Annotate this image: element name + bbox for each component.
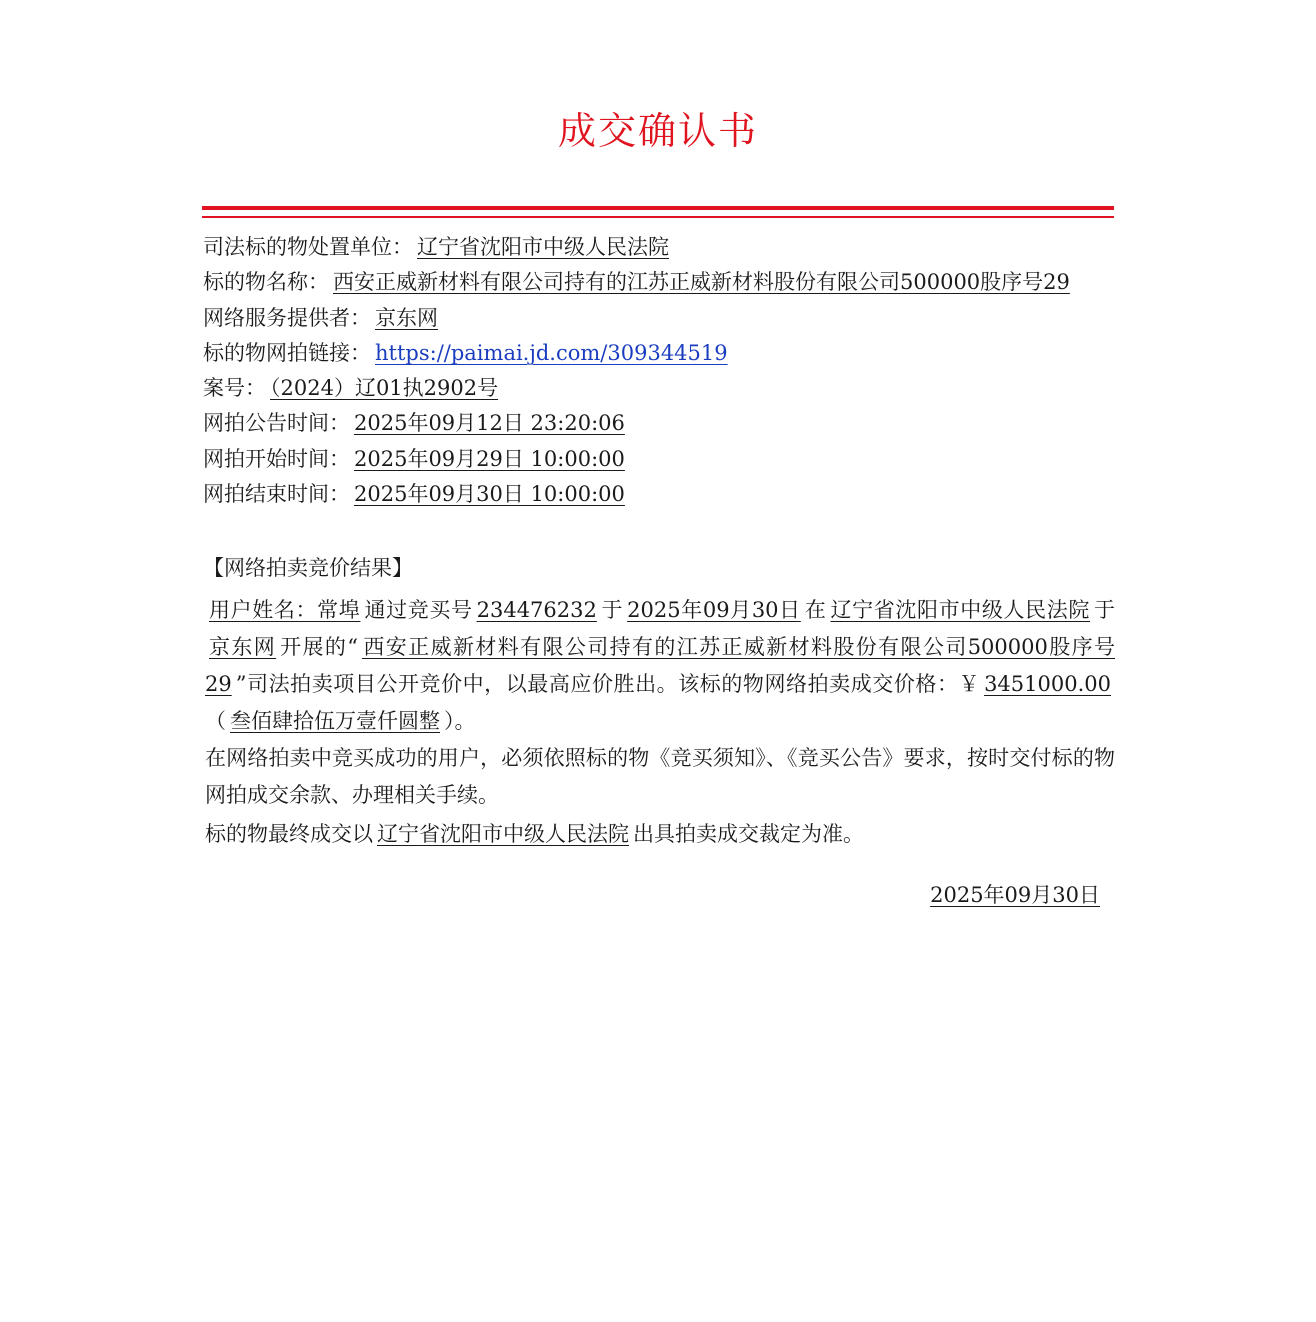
end-time-value: 2025年09月30日 10:00:00	[354, 482, 625, 507]
final-text-before: 标的物最终成交以	[205, 822, 373, 846]
result-item: 西安正威新材料有限公司持有的江苏正威新材料股份有限公司500000股序号29	[205, 635, 1116, 696]
final-text-after: 出具拍卖成交裁定为准。	[633, 822, 864, 846]
provider-row	[203, 301, 1108, 336]
result-text-at: 在	[804, 598, 827, 622]
result-platform: 京东网	[209, 635, 277, 659]
result-court: 辽宁省沈阳市中级人民法院	[830, 598, 1091, 622]
result-paragraph	[205, 592, 1115, 740]
disposal-unit-label: 司法标的物处置单位：	[203, 235, 413, 259]
result-heading: 【网络拍卖竞价结果】	[203, 556, 413, 580]
final-court: 辽宁省沈阳市中级人民法院	[377, 822, 629, 846]
provider-label: 网络服务提供者：	[203, 305, 371, 330]
header-rule-thick	[202, 206, 1114, 210]
result-text-after-item: ”司法拍卖项目公开竞价中，以最高应价胜出。该标的物网络拍卖成交价格：￥	[235, 672, 981, 696]
winner-name: 用户姓名：常埠	[209, 598, 361, 622]
header-rule-thin	[202, 216, 1114, 218]
auction-link-row	[203, 336, 1108, 371]
price-paren-close: ）。	[444, 709, 476, 733]
result-text-held: 开展的“	[280, 635, 359, 659]
item-name-value: 西安正威新材料有限公司持有的江苏正威新材料股份有限公司500000股序号29	[333, 270, 1070, 295]
provider-value: 京东网	[375, 305, 438, 330]
auction-link[interactable]: https://paimai.jd.com/309344519	[375, 340, 728, 365]
item-name-row	[203, 265, 1108, 300]
document-date: 2025年09月30日	[930, 883, 1100, 907]
case-number-label: 案号：	[203, 376, 266, 401]
deal-price: 3451000.00	[984, 672, 1111, 696]
disposal-unit-value: 辽宁省沈阳市中级人民法院	[417, 235, 669, 259]
bid-date: 2025年09月30日	[627, 598, 801, 622]
result-text-on: 于	[600, 598, 624, 622]
item-name-label: 标的物名称：	[203, 270, 329, 295]
auction-link-label: 标的物网拍链接：	[203, 340, 371, 365]
deal-price-words: 叁佰肆拾伍万壹仟圆整	[230, 709, 440, 733]
case-number-row	[203, 371, 1108, 406]
end-time-label: 网拍结束时间：	[203, 482, 350, 507]
final-paragraph	[205, 816, 1115, 853]
start-time-row	[203, 442, 1108, 477]
case-number-value: （2024）辽01执2902号	[270, 376, 499, 401]
result-text-via: 通过竞买号	[364, 598, 473, 622]
bid-number: 234476232	[476, 598, 597, 622]
start-time-value: 2025年09月29日 10:00:00	[354, 446, 625, 471]
announce-time-row	[203, 406, 1108, 441]
announce-time-label: 网拍公告时间：	[203, 411, 350, 436]
announce-time-value: 2025年09月12日 23:20:06	[354, 411, 625, 436]
price-paren-open: （	[205, 709, 226, 733]
notice-paragraph: 在网络拍卖中竞买成功的用户，必须依照标的物《竞买须知》、《竞买公告》要求，按时交付标的物网拍成交余款、办理相关手续。	[205, 746, 1115, 807]
result-text-on2: 于	[1094, 598, 1116, 622]
end-time-row	[203, 477, 1108, 512]
disposal-unit-row	[203, 230, 1108, 265]
start-time-label: 网拍开始时间：	[203, 446, 350, 471]
document-title: 成交确认书	[557, 109, 758, 153]
auction-info-block	[203, 230, 1108, 512]
